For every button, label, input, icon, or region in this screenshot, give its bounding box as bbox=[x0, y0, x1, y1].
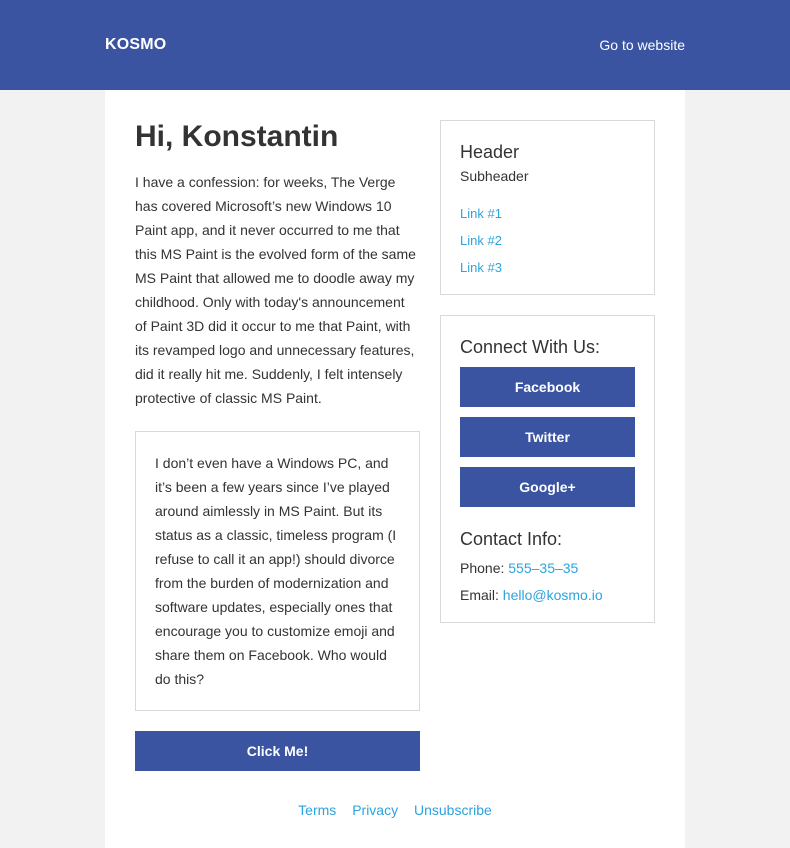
go-to-website-link[interactable]: Go to website bbox=[599, 37, 685, 53]
google-plus-button[interactable]: Google+ bbox=[460, 467, 635, 507]
footer bbox=[105, 802, 685, 818]
email-link[interactable]: hello@kosmo.io bbox=[502, 587, 603, 603]
unsubscribe-link[interactable]: Unsubscribe bbox=[413, 802, 492, 818]
contact-info-title: Contact Info: bbox=[460, 529, 563, 549]
connect-title: Connect With Us: bbox=[460, 337, 601, 357]
twitter-button[interactable]: Twitter bbox=[460, 417, 635, 457]
email-label: Email: bbox=[460, 587, 499, 603]
quote-text: I don’t even have a Windows PC, and it’s been a few years since I’ve played around aimlessly in MS Paint. But its status as a classic, timeless program (I refuse to call it an app!) should divorce from the burden of modernization and software updates, especially ones that encourage you to customize emoji and share them on Facebook. Who would do this? bbox=[155, 455, 397, 687]
link-3[interactable]: Link #3 bbox=[460, 260, 502, 275]
privacy-link[interactable]: Privacy bbox=[352, 802, 399, 818]
email-line bbox=[460, 587, 603, 603]
box-header-title: Header bbox=[460, 142, 520, 162]
box-subheader: Subheader bbox=[460, 168, 529, 184]
link-1[interactable]: Link #1 bbox=[460, 206, 502, 221]
greeting-heading: Hi, Konstantin bbox=[135, 120, 339, 153]
click-me-button[interactable]: Click Me! bbox=[135, 731, 420, 771]
brand-logo: KOSMO bbox=[105, 36, 167, 53]
phone-label: Phone: bbox=[460, 560, 505, 576]
terms-link[interactable]: Terms bbox=[298, 802, 337, 818]
connect-box bbox=[440, 315, 655, 623]
facebook-button[interactable]: Facebook bbox=[460, 367, 635, 407]
link-2[interactable]: Link #2 bbox=[460, 233, 502, 248]
quote-box bbox=[135, 431, 420, 711]
phone-line bbox=[460, 560, 578, 576]
top-bar bbox=[0, 0, 790, 90]
intro-paragraph: I have a confession: for weeks, The Verge has covered Microsoft’s new Windows 10 Paint app, and it never occurred to me that this MS Paint is the evolved form of the same MS Paint that allowed me to doodle away my childhood. Only with today's announcement of Paint 3D did it occur to me that Paint, with its revamped logo and unnecessary features, did it really hit me. Suddenly, I felt intensely protective of classic MS Paint. bbox=[135, 174, 416, 406]
header-box bbox=[440, 120, 655, 295]
phone-link[interactable]: 555–35–35 bbox=[508, 560, 579, 576]
email-card bbox=[105, 90, 685, 848]
